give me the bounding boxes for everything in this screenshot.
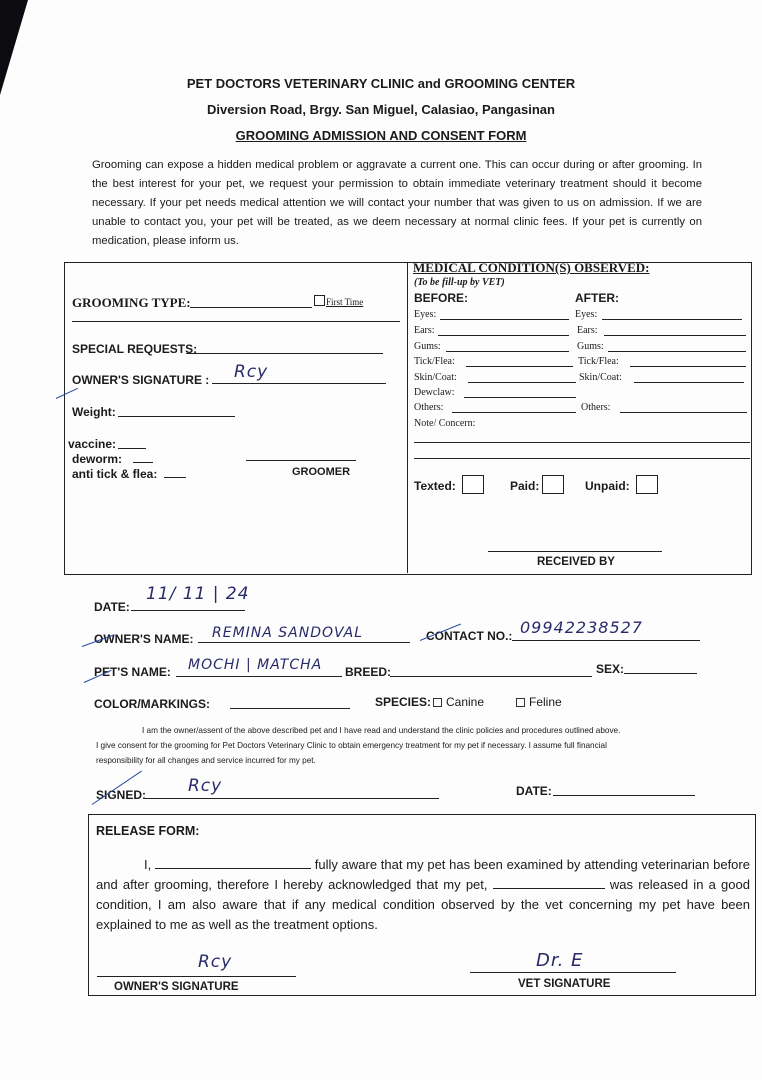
first-time-label: First Time [326,297,364,307]
paid-label: Paid: [510,479,540,493]
clinic-name: PET DOCTORS VETERINARY CLINIC and GROOMING CENTER [186,76,576,91]
color-markings-label: COLOR/MARKINGS: [94,697,210,711]
after-field[interactable] [630,366,746,367]
medical-condition-title: MEDICAL CONDITION(S) OBSERVED: [413,260,650,275]
pet-name-label: PET'S NAME: [94,665,171,679]
vet-signature-handwriting: Dr. E [536,950,584,971]
before-row: Gums: [414,341,441,352]
after-field[interactable] [602,319,742,320]
release-paragraph [96,855,750,935]
canine-option[interactable] [433,695,484,709]
release-owner-signature-field[interactable] [97,976,296,977]
pet-name-field[interactable] [176,676,342,677]
signed-handwriting: Rcy [188,776,223,796]
before-row: Ears: [414,325,435,336]
release-pet-field[interactable] [493,876,605,889]
grooming-type-field[interactable] [190,307,312,308]
color-markings-field[interactable] [230,708,350,709]
consent-line-3: responsibility for all changes and service incurred for my pet. [96,756,316,765]
sex-label: SEX: [596,662,625,676]
canine-checkbox[interactable] [433,698,442,707]
before-row: Eyes: [414,309,437,320]
received-by-field[interactable] [488,551,662,552]
before-field[interactable] [440,319,569,320]
intro-paragraph: Grooming can expose a hidden medical problem or aggravate a current one. This can occur during or after grooming. In the best interest for your pet, we request your permission to obtain immediate veterinary treatment should it become necessary. If your pet needs medical attention we will contact your number that was given to us on admission. If we are unable to contact you, your pet will be treated, as we deem necessary at normal clinic fees. If your pet is currently on medication, please inform us. [92,159,702,247]
note-line[interactable] [414,458,750,459]
release-text-i: I, [144,857,152,872]
before-row: Dewclaw: [414,387,455,398]
clinic-address: Diversion Road, Brgy. San Miguel, Calasiao, Pangasinan [207,102,555,117]
before-row: Tick/Flea: [414,356,455,367]
before-field[interactable] [464,397,576,398]
species-label: SPECIES: [375,695,432,709]
breed-label: BREED: [345,665,392,679]
after-row: Tick/Flea: [578,356,619,367]
before-field[interactable] [466,366,573,367]
signed-field[interactable] [145,798,439,799]
sex-field[interactable] [624,673,697,674]
consent-date-field[interactable] [553,795,695,796]
texted-label: Texted: [414,479,456,493]
anti-tick-field[interactable] [164,477,186,478]
first-time-option[interactable] [314,295,363,307]
release-owner-signature-label: OWNER'S SIGNATURE [114,981,239,993]
after-row: Skin/Coat: [579,372,622,383]
date-label: DATE: [94,600,130,614]
deworm-field[interactable] [133,462,153,463]
groomer-label: GROOMER [292,466,351,478]
owner-name-field[interactable] [198,642,410,643]
canine-label: Canine [446,695,485,709]
feline-checkbox[interactable] [516,698,525,707]
release-owner-signature-handwriting: Rcy [198,952,233,972]
release-form-title: RELEASE FORM: [96,824,200,838]
owner-name-label: OWNER'S NAME: [94,632,194,646]
note-concern-label: Note/ Concern: [414,418,476,429]
weight-field[interactable] [118,416,235,417]
before-row: Skin/Coat: [414,372,457,383]
vaccine-field[interactable] [118,448,146,449]
before-heading: BEFORE: [414,291,468,305]
vet-signature-field[interactable] [470,972,676,973]
before-field[interactable] [438,335,569,336]
texted-checkbox[interactable] [462,475,484,494]
after-row: Ears: [577,325,598,336]
after-row: Eyes: [575,309,598,320]
before-row: Others: [414,402,444,413]
vet-signature-label: VET SIGNATURE [518,978,611,990]
anti-tick-label: anti tick & flea: [72,467,158,481]
unpaid-checkbox[interactable] [636,475,658,494]
after-field[interactable] [620,412,747,413]
release-name-field[interactable] [155,856,311,869]
pet-name-handwriting: MOCHI | MATCHA [188,657,323,673]
release-text-end: was released in a good condition, I am also aware that if any medical condition observed by the vet concerning my pet have been explained to me as well as the treatment options. [96,877,750,932]
after-heading: AFTER: [575,291,619,305]
owner-signature-handwriting: Rcy [234,362,269,382]
after-field[interactable] [604,335,746,336]
vaccine-label: vaccine: [68,437,117,451]
owner-signature-field[interactable] [212,383,386,384]
consent-line-1: I am the owner/assent of the above described pet and I have read and understand the clinic policies and procedures outlined above. [142,726,621,735]
date-handwriting: 11/ 11 | 24 [146,584,250,604]
grooming-type-extra-line[interactable] [72,321,400,322]
vet-note-subtitle: (To be fill-up by VET) [414,277,505,288]
before-field[interactable] [452,412,576,413]
paid-checkbox[interactable] [542,475,564,494]
received-by-label: RECEIVED BY [537,556,615,568]
release-text-mid: fully aware that my pet has been examined by attending veterinarian before and after grooming, therefore I hereby acknowledged that my pet, [96,857,750,892]
special-requests-label: SPECIAL REQUESTS: [72,342,198,356]
contact-field[interactable] [512,640,700,641]
feline-option[interactable] [516,695,562,709]
box-divider [407,262,408,573]
after-field[interactable] [634,382,744,383]
weight-label: Weight: [72,405,116,419]
unpaid-label: Unpaid: [585,479,630,493]
form-title: GROOMING ADMISSION AND CONSENT FORM [235,128,527,143]
owner-signature-label: OWNER'S SIGNATURE : [72,373,210,387]
owner-name-handwriting: REMINA SANDOVAL [212,625,364,641]
after-row: Gums: [577,341,604,352]
deworm-label: deworm: [72,452,123,466]
before-field[interactable] [446,351,569,352]
before-field[interactable] [468,382,576,383]
grooming-type-label: GROOMING TYPE: [72,295,191,310]
groomer-signature-field[interactable] [246,460,356,461]
after-field[interactable] [608,351,746,352]
consent-date-label: DATE: [516,784,552,798]
special-requests-field[interactable] [186,353,383,354]
contact-label: CONTACT NO.: [426,629,513,643]
after-row: Others: [581,402,611,413]
feline-label: Feline [529,695,562,709]
date-field[interactable] [131,610,245,611]
contact-handwriting: 09942238527 [520,618,643,637]
breed-field[interactable] [390,676,592,677]
first-time-checkbox[interactable] [314,295,325,306]
consent-line-2: I give consent for the grooming for Pet Doctors Veterinary Clinic to obtain emergency treatment for my pet if necessary. I assume full financial [96,741,607,750]
signed-label: SIGNED: [96,788,147,802]
note-line[interactable] [414,442,750,443]
